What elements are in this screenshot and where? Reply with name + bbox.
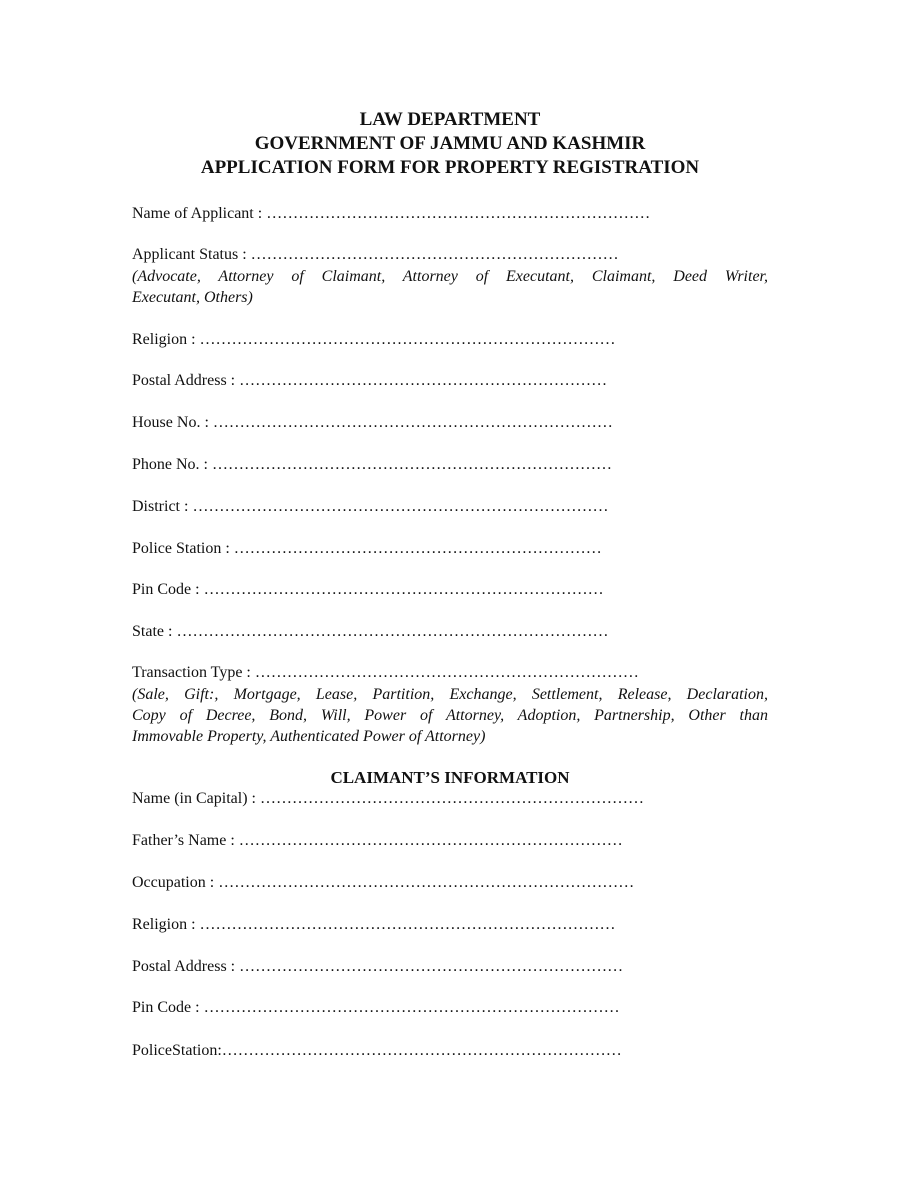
applicant-status-field[interactable]: Applicant Status : …………………………………………………………… xyxy=(132,246,619,263)
applicant-district-field[interactable]: District : …………………………………………………………………… xyxy=(132,498,609,515)
applicant-state-field[interactable]: State : ……………………………………………………………………… xyxy=(132,623,609,640)
transaction-options-line: Copy of Decree, Bond, Will, Power of Attorney, Adoption, Partnership, Other than xyxy=(132,707,768,724)
claimant-religion-field[interactable]: Religion : …………………………………………………………………… xyxy=(132,916,616,933)
claimant-pin-code-field[interactable]: Pin Code : …………………………………………………………………… xyxy=(132,999,620,1016)
transaction-options-line: Immovable Property, Authenticated Power of Attorney) xyxy=(132,728,486,745)
transaction-options-line: (Sale, Gift:, Mortgage, Lease, Partition, Exchange, Settlement, Release, Declaration, xyxy=(132,686,768,703)
status-options-line: (Advocate, Attorney of Claimant, Attorney of Executant, Claimant, Deed Writer, xyxy=(132,268,768,285)
department-title: LAW DEPARTMENT xyxy=(359,109,541,130)
applicant-name-field[interactable]: Name of Applicant : ……………………………………………………………… xyxy=(132,205,651,222)
claimant-father-name-field[interactable]: Father’s Name : ……………………………………………………………… xyxy=(132,832,623,849)
status-options-line: Executant, Others) xyxy=(132,289,253,306)
applicant-police-station-field[interactable]: Police Station : …………………………………………………………… xyxy=(132,540,602,557)
claimant-postal-address-field[interactable]: Postal Address : ……………………………………………………………… xyxy=(132,958,624,975)
claimant-name-field[interactable]: Name (in Capital) : ……………………………………………………………… xyxy=(132,790,644,807)
transaction-type-field[interactable]: Transaction Type : ……………………………………………………………… xyxy=(132,664,639,681)
claimant-occupation-field[interactable]: Occupation : …………………………………………………………………… xyxy=(132,874,635,891)
applicant-phone-no-field[interactable]: Phone No. : ………………………………………………………………… xyxy=(132,456,612,473)
government-title: GOVERNMENT OF JAMMU AND KASHMIR xyxy=(254,133,646,154)
applicant-pin-code-field[interactable]: Pin Code : ………………………………………………………………… xyxy=(132,581,604,598)
applicant-house-no-field[interactable]: House No. : ………………………………………………………………… xyxy=(132,414,613,431)
applicant-postal-address-field[interactable]: Postal Address : …………………………………………………………… xyxy=(132,372,608,389)
applicant-status-options xyxy=(132,266,768,308)
transaction-type-options xyxy=(132,684,768,747)
document-header xyxy=(0,108,900,180)
claimant-police-station-field[interactable]: PoliceStation:………………………………………………………………… xyxy=(132,1042,622,1059)
claimant-section-title: CLAIMANT’S INFORMATION xyxy=(330,768,570,787)
form-title: APPLICATION FORM FOR PROPERTY REGISTRATION xyxy=(200,157,700,178)
applicant-religion-field[interactable]: Religion : …………………………………………………………………… xyxy=(132,331,616,348)
